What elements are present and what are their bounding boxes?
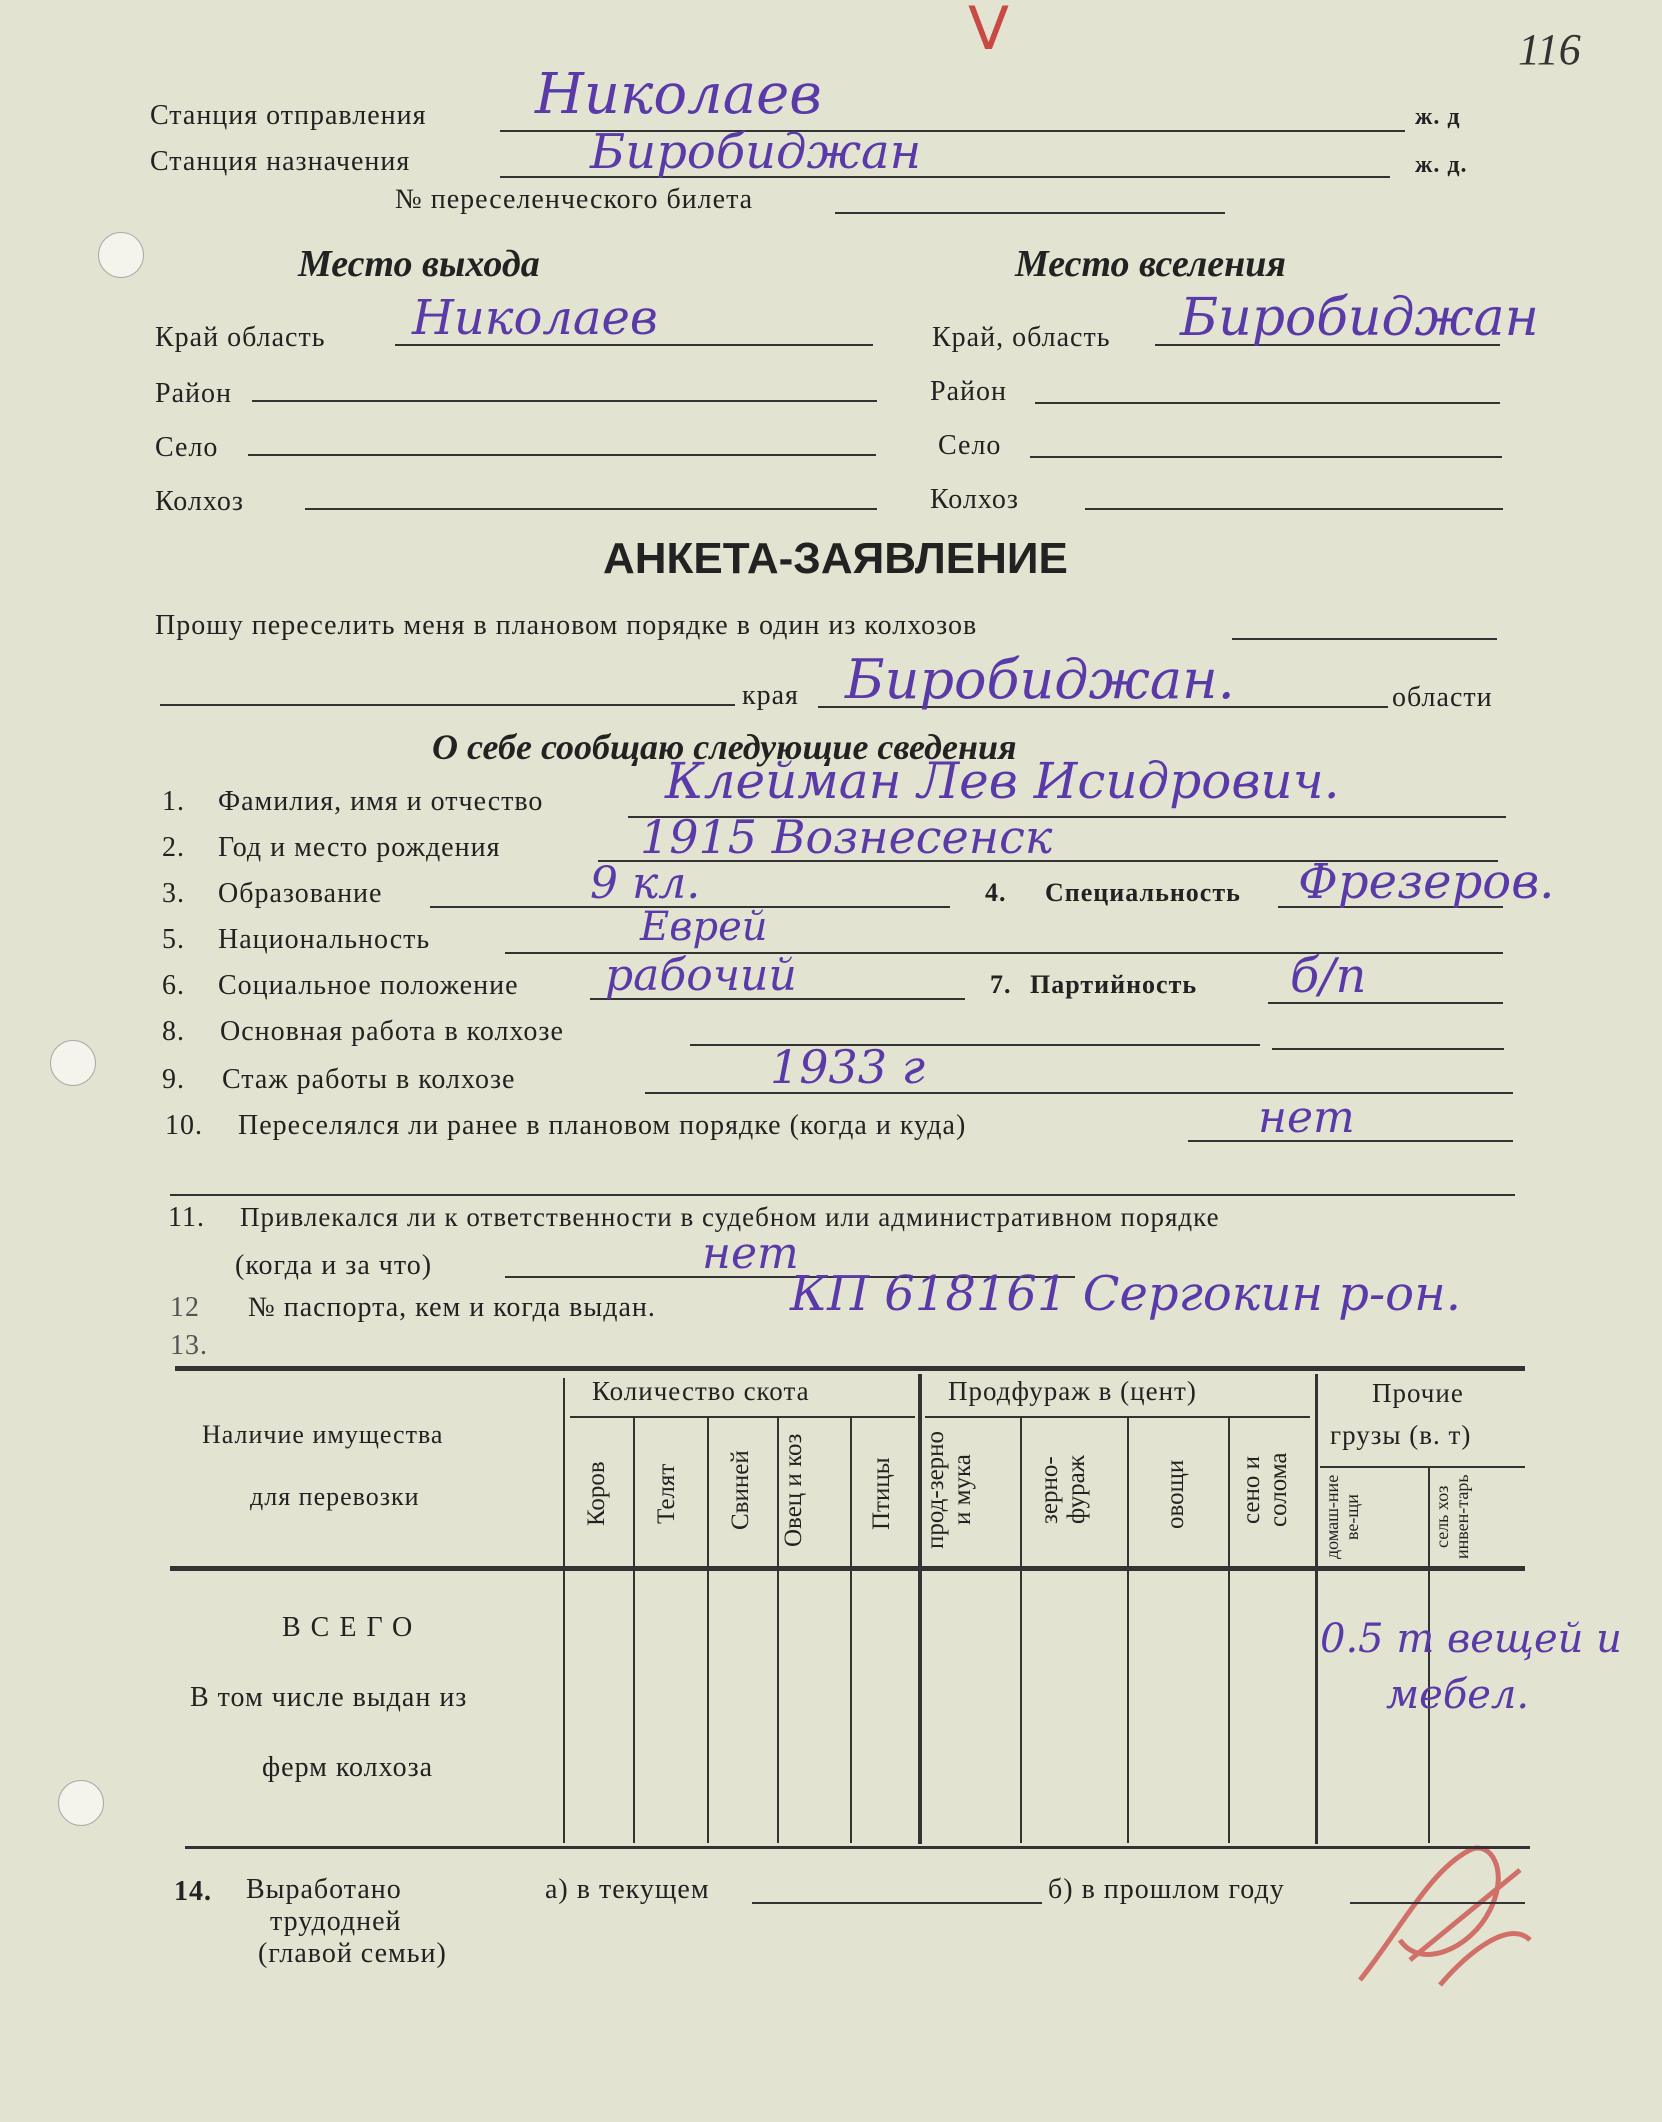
red-stamp-scribble: [1340, 1810, 1540, 2000]
other-group-header-1: Прочие: [1372, 1378, 1464, 1408]
station-departure-value: Николаев: [535, 62, 822, 127]
field-11-number: 11.: [168, 1202, 205, 1233]
destination-district-line: [1035, 402, 1500, 404]
field-8-line-2: [1272, 1048, 1504, 1050]
table-col-divider: [850, 1418, 852, 1843]
table-col-divider: [563, 1378, 565, 1843]
table-col-divider: [1020, 1418, 1022, 1843]
field-4-value: Фрезеров.: [1298, 854, 1555, 910]
field-5-label: Национальность: [218, 924, 431, 955]
field-14-label-2: трудодней: [270, 1906, 402, 1937]
kraya-label: края: [742, 680, 799, 711]
origin-kolkhoz-label: Колхоз: [155, 486, 244, 517]
field-14-label-3: (главой семьи): [258, 1938, 447, 1969]
field-11-label-2: (когда и за что): [235, 1250, 433, 1281]
fodder-col-forage: зерно-фураж: [1036, 1455, 1090, 1525]
destination-kolkhoz-line: [1085, 508, 1503, 510]
cattle-col-cows: Коров: [583, 1461, 610, 1527]
field-12-value: КП 618161 Сергокин р-он.: [790, 1266, 1461, 1322]
cattle-col-birds: Птицы: [868, 1457, 895, 1531]
field-12-number: 12: [170, 1292, 200, 1323]
fodder-col-hay: сено и солома: [1238, 1452, 1292, 1528]
table-col-divider: [1228, 1418, 1230, 1843]
field-9-number: 9.: [162, 1064, 185, 1095]
cattle-group-header: Количество скота: [592, 1376, 810, 1406]
field-7-value: б/п: [1290, 948, 1367, 1004]
cattle-group-rule: [570, 1416, 915, 1418]
field-10-line-2: [170, 1194, 1515, 1196]
punch-hole-top: [98, 232, 144, 278]
table-top-rule: [175, 1366, 1525, 1371]
table-col-divider: [1127, 1418, 1129, 1843]
field-13-number: 13.: [170, 1330, 208, 1361]
other-col-household: домаш-ние ве-щи: [1322, 1474, 1362, 1560]
station-destination-suffix: ж. д.: [1415, 152, 1468, 178]
field-11-value: нет: [702, 1228, 799, 1279]
field-14-number: 14.: [174, 1876, 212, 1907]
origin-district-label: Район: [155, 378, 232, 409]
other-cargo-value-1: 0.5 т вещей и: [1320, 1616, 1622, 1662]
other-group-header-2: грузы (в. т): [1330, 1420, 1472, 1450]
field-5-value: Еврей: [640, 904, 768, 950]
workdays-current-line: [752, 1902, 1042, 1904]
kraya-value: Биробиджан.: [845, 648, 1235, 711]
request-kolkhoz-line: [1232, 638, 1497, 640]
workdays-last-label: б) в прошлом году: [1048, 1874, 1285, 1905]
workdays-last-line: [1350, 1902, 1525, 1904]
oblasti-label: области: [1392, 682, 1493, 713]
field-4-label: Специальность: [1045, 878, 1241, 907]
field-14-label-1: Выработано: [246, 1874, 402, 1905]
field-8-number: 8.: [162, 1016, 185, 1047]
station-destination-value: Биробиджан: [590, 124, 922, 180]
field-10-value: нет: [1258, 1092, 1355, 1143]
table-incl-label: В том числе выдан из: [190, 1682, 468, 1713]
field-1-label: Фамилия, имя и отчество: [218, 786, 544, 817]
other-group-rule: [1320, 1466, 1525, 1468]
field-6-value: рабочий: [605, 950, 797, 1001]
field-2-number: 2.: [162, 832, 185, 863]
fodder-col-grain: прод-зерно и мука: [922, 1430, 976, 1550]
table-col-divider: [633, 1418, 635, 1843]
field-5-number: 5.: [162, 924, 185, 955]
destination-district-label: Район: [930, 376, 1007, 407]
fodder-col-vegetables: овощи: [1162, 1459, 1189, 1529]
cattle-col-sheep: Овец и коз: [780, 1433, 807, 1547]
punch-hole-bottom: [58, 1780, 104, 1826]
other-col-farm-tools: сель хоз инвен-тарь: [1432, 1474, 1472, 1560]
field-12-label: № паспорта, кем и когда выдан.: [248, 1292, 656, 1323]
cattle-col-calves: Телят: [653, 1463, 680, 1525]
workdays-current-label: а) в текущем: [545, 1874, 710, 1905]
origin-village-line: [248, 454, 876, 456]
destination-kolkhoz-label: Колхоз: [930, 484, 1019, 515]
origin-heading: Место выхода: [298, 243, 540, 285]
field-6-label: Социальное положение: [218, 970, 519, 1001]
other-cargo-value-2: мебел.: [1386, 1672, 1530, 1718]
field-2-value: 1915 Вознесенск: [640, 810, 1053, 864]
punch-hole-middle: [50, 1040, 96, 1086]
table-left-header-2: для перевозки: [250, 1482, 420, 1511]
field-9-value: 1933 г: [770, 1040, 925, 1094]
station-destination-label: Станция назначения: [150, 146, 411, 177]
origin-region-label: Край область: [155, 322, 326, 353]
field-10-label: Переселялся ли ранее в плановом порядке (когда и куда): [238, 1110, 967, 1141]
field-3-label: Образование: [218, 878, 383, 909]
fodder-group-header: Продфураж в (цент): [948, 1376, 1197, 1406]
field-4-number: 4.: [985, 878, 1007, 907]
field-7-label: Партийность: [1030, 970, 1198, 999]
table-col-divider: [707, 1418, 709, 1843]
field-8-label: Основная работа в колхозе: [220, 1016, 564, 1047]
ticket-number-label: № переселенческого билета: [395, 184, 754, 215]
origin-village-label: Село: [155, 432, 219, 463]
field-1-number: 1.: [162, 786, 185, 817]
field-11-label: Привлекался ли к ответственности в судебном или административном порядке: [240, 1202, 1220, 1232]
field-10-number: 10.: [165, 1110, 203, 1141]
destination-heading: Место вселения: [1015, 243, 1286, 285]
table-left-header-1: Наличие имущества: [202, 1420, 444, 1449]
table-farm-label: ферм колхоза: [262, 1752, 434, 1783]
field-1-value: Клейман Лев Исидрович.: [665, 752, 1340, 810]
ticket-number-line: [835, 212, 1225, 214]
table-header-rule: [170, 1566, 1525, 1571]
table-total-label: ВСЕГО: [282, 1612, 423, 1643]
origin-district-line: [252, 400, 877, 402]
corner-check-mark: V: [968, 0, 1010, 64]
table-group-divider: [1315, 1374, 1318, 1844]
field-2-label: Год и место рождения: [218, 832, 501, 863]
table-col-divider: [777, 1418, 779, 1843]
origin-region-value: Николаев: [412, 290, 658, 346]
kraya-blank-line: [160, 704, 735, 706]
field-7-number: 7.: [990, 970, 1012, 999]
field-9-label: Стаж работы в колхозе: [222, 1064, 516, 1095]
field-6-number: 6.: [162, 970, 185, 1001]
destination-village-label: Село: [938, 430, 1002, 461]
destination-village-line: [1030, 456, 1502, 458]
page-number: 116: [1518, 25, 1581, 74]
destination-region-value: Биробиджан: [1180, 288, 1539, 348]
destination-region-label: Край, область: [932, 322, 1111, 353]
info-heading: О себе сообщаю следующие сведения: [432, 727, 1017, 767]
field-3-value: 9 кл.: [590, 858, 701, 909]
fodder-group-rule: [925, 1416, 1310, 1418]
table-bottom-rule: [185, 1846, 1530, 1849]
request-text: Прошу переселить меня в плановом порядке в один из колхозов: [155, 610, 978, 641]
form-title: АНКЕТА-ЗАЯВЛЕНИЕ: [603, 534, 1068, 583]
cattle-col-pigs: Свиней: [727, 1450, 754, 1530]
field-3-number: 3.: [162, 878, 185, 909]
origin-kolkhoz-line: [305, 508, 877, 510]
station-departure-suffix: ж. д: [1415, 104, 1461, 130]
station-departure-label: Станция отправления: [150, 100, 427, 131]
